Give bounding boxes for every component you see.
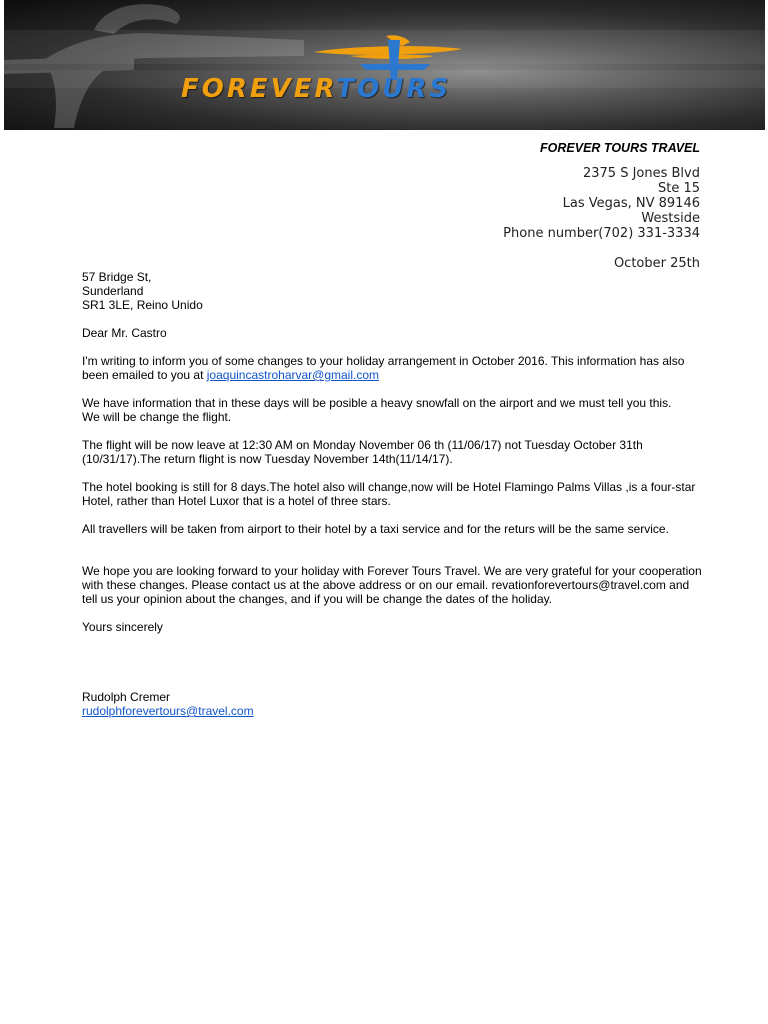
header-banner — [4, 0, 765, 130]
letter-date: October 25th — [613, 256, 700, 271]
logo-text-forever: FOREVER — [181, 74, 337, 104]
paragraph-flight-change: We will be change the flight. — [82, 410, 232, 424]
logo-text-tours: TOURS — [336, 74, 452, 104]
sender-address-line2: Ste 15 — [657, 181, 700, 196]
recipient-line1: 57 Bridge St, — [82, 270, 152, 284]
paragraph-closing-note: We hope you are looking forward to your holiday with Forever Tours Travel. We are very grateful for your cooperation with these changes. Please contact us at the above address or on our email. revationforevertours@travel.com and tell us your opinion about the changes, and if you will be change the dates of the holiday. — [82, 564, 702, 606]
recipient-line2: Sunderland — [82, 284, 144, 298]
banner-graphics — [4, 0, 765, 130]
closing: Yours sincerely — [82, 620, 163, 634]
sender-address-line1: 2375 S Jones Blvd — [582, 166, 700, 181]
letter-body — [82, 326, 707, 718]
signer-name: Rudolph Cremer — [82, 690, 171, 704]
recipient-line3: SR1 3LE, Reino Unido — [82, 298, 203, 312]
recipient-email-link[interactable]: joaquincastroharvar@gmail.com — [206, 368, 380, 382]
signer-email-link[interactable]: rudolphforevertours@travel.com — [82, 704, 254, 718]
paragraph-transfer: All travellers will be taken from airport to their hotel by a taxi service and for the returs will be the same service. — [82, 522, 669, 536]
sender-area: Westside — [641, 211, 700, 226]
sender-phone: Phone number(702) 331-3334 — [503, 226, 700, 241]
salutation: Dear Mr. Castro — [82, 326, 167, 340]
signature-space — [82, 648, 707, 690]
sender-company-name: FOREVER TOURS TRAVEL — [540, 141, 700, 155]
paragraph-intro — [82, 354, 707, 382]
sender-city-line: Las Vegas, NV 89146 — [562, 196, 700, 211]
paragraph-intro-text: I'm writing to inform you of some changes to your holiday arrangement in October 2016. This information has also been emailed to you at — [82, 354, 685, 382]
recipient-address — [82, 270, 203, 312]
paragraph-snowfall-text: We have information that in these days will be posible a heavy snowfall on the airport and we must tell you this. — [82, 396, 672, 410]
sender-block — [503, 141, 700, 271]
logo-wordmark — [181, 74, 451, 104]
paragraph-snowfall — [82, 396, 707, 424]
paragraph-flight-details: The flight will be now leave at 12:30 AM on Monday November 06 th (11/06/17) not Tuesday October 31th (10/31/17).The return flight is now Tuesday November 14th(11/14/17). — [82, 438, 643, 466]
paragraph-hotel: The hotel booking is still for 8 days.The hotel also will change,now will be Hotel Flamingo Palms Villas ,is a four-star Hotel, rather than Hotel Luxor that is a hotel of three stars. — [82, 480, 696, 508]
